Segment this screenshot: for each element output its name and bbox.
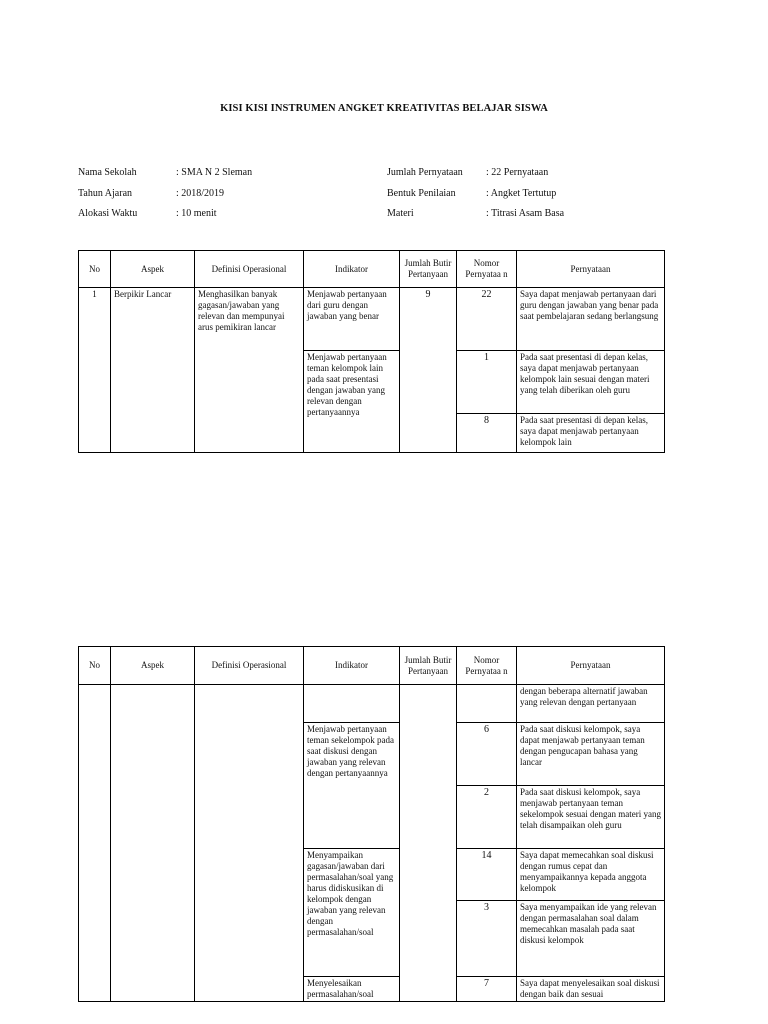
nama-sekolah-value: : SMA N 2 Sleman <box>176 167 253 178</box>
kisi-table-page2 <box>78 646 665 1002</box>
cell-pernyataan: Saya dapat menjawab pertanyaan dari guru dengan jawaban yang benar pada saat pembelajaran sedang berlangsung <box>517 288 665 351</box>
nama-sekolah-label: Nama Sekolah <box>78 167 137 178</box>
cell-no <box>79 685 111 1002</box>
cell-jumlah <box>400 685 457 1002</box>
cell-indikator: Menjawab pertanyaan teman kelompok lain pada saat presentasi dengan jawaban yang relevan dengan pertanyaannya <box>304 351 400 453</box>
materi-label: Materi <box>387 208 414 219</box>
header-indikator: Indikator <box>304 647 400 685</box>
table-header-row <box>79 647 665 685</box>
cell-pernyataan: Pada saat diskusi kelompok, saya dapat menjawab pertanyaan teman dengan pengucapan bahasa yang lancar <box>517 723 665 786</box>
header-pernyataan: Pernyataan <box>517 251 665 288</box>
cell-nomor: 3 <box>457 901 517 977</box>
header-no: No <box>79 251 111 288</box>
tahun-ajaran-value: : 2018/2019 <box>176 188 225 199</box>
cell-pernyataan: Saya dapat menyelesaikan soal diskusi dengan baik dan sesuai <box>517 977 665 1002</box>
document-title: KISI KISI INSTRUMEN ANGKET KREATIVITAS BELAJAR SISWA <box>220 103 548 114</box>
alokasi-waktu-label: Alokasi Waktu <box>78 208 138 219</box>
cell-pernyataan: Pada saat presentasi di depan kelas, saya dapat menjawab pertanyaan kelompok lain sesuai dengan materi yang telah diberikan oleh guru <box>517 351 665 414</box>
cell-definisi: Menghasilkan banyak gagasan/jawaban yang relevan dan mempunyai arus pemikiran lancar <box>195 288 304 453</box>
cell-pernyataan: Saya menyampaikan ide yang relevan dengan permasalahan soal dalam memecahkan masalah pada saat diskusi kelompok <box>517 901 665 977</box>
header-pernyataan: Pernyataan <box>517 647 665 685</box>
header-definisi: Definisi Operasional <box>195 251 304 288</box>
cell-nomor: 1 <box>457 351 517 414</box>
header-definisi: Definisi Operasional <box>195 647 304 685</box>
cell-nomor <box>457 685 517 723</box>
header-aspek: Aspek <box>111 251 195 288</box>
header-jumlah: Jumlah Butir Pertanyaan <box>400 251 457 288</box>
header-no: No <box>79 647 111 685</box>
cell-definisi <box>195 685 304 1002</box>
cell-aspek: Berpikir Lancar <box>111 288 195 453</box>
cell-indikator: Menyelesaikan permasalahan/soal <box>304 977 400 1002</box>
cell-nomor: 7 <box>457 977 517 1002</box>
header-nomor: Nomor Pernyataa n <box>457 251 517 288</box>
table-header-row <box>79 251 665 288</box>
bentuk-penilaian-value: : Angket Tertutup <box>486 188 557 199</box>
header-nomor: Nomor Pernyataa n <box>457 647 517 685</box>
cell-indikator: Menjawab pertanyaan teman sekelompok pada saat diskusi dengan jawaban yang relevan dengan pertanyaannya <box>304 723 400 849</box>
bentuk-penilaian-label: Bentuk Penilaian <box>387 188 456 199</box>
cell-aspek <box>111 685 195 1002</box>
cell-nomor: 8 <box>457 414 517 453</box>
cell-nomor: 22 <box>457 288 517 351</box>
cell-nomor: 14 <box>457 849 517 901</box>
cell-pernyataan: Pada saat presentasi di depan kelas, saya dapat menjawab pertanyaan kelompok lain <box>517 414 665 453</box>
materi-value: : Titrasi Asam Basa <box>486 208 565 219</box>
jumlah-pernyataan-label: Jumlah Pernyataan <box>387 167 463 178</box>
cell-pernyataan: Pada saat diskusi kelompok, saya menjawab pertanyaan teman sekelompok sesuai dengan materi yang telah disampaikan oleh guru <box>517 786 665 849</box>
kisi-table-page1 <box>78 250 665 453</box>
header-jumlah: Jumlah Butir Pertanyaan <box>400 647 457 685</box>
cell-nomor: 2 <box>457 786 517 849</box>
header-aspek: Aspek <box>111 647 195 685</box>
jumlah-pernyataan-value: : 22 Pernyataan <box>486 167 549 178</box>
cell-pernyataan: dengan beberapa alternatif jawaban yang relevan dengan pertanyaan <box>517 685 665 723</box>
tahun-ajaran-label: Tahun Ajaran <box>78 188 133 199</box>
header-indikator: Indikator <box>304 251 400 288</box>
alokasi-waktu-value: : 10 menit <box>176 208 217 219</box>
cell-indikator: Menjawab pertanyaan dari guru dengan jawaban yang benar <box>304 288 400 351</box>
cell-jumlah: 9 <box>400 288 457 453</box>
table-row <box>79 288 665 351</box>
cell-indikator <box>304 685 400 723</box>
cell-no: 1 <box>79 288 111 453</box>
cell-indikator: Menyampaikan gagasan/jawaban dari permasalahan/soal yang harus didiskusikan di kelompok dengan jawaban yang relevan dengan permasalahan/soal <box>304 849 400 977</box>
cell-pernyataan: Saya dapat memecahkan soal diskusi dengan rumus cepat dan menyampaikannya kepada anggota kelompok <box>517 849 665 901</box>
cell-nomor: 6 <box>457 723 517 786</box>
table-row <box>79 685 665 723</box>
